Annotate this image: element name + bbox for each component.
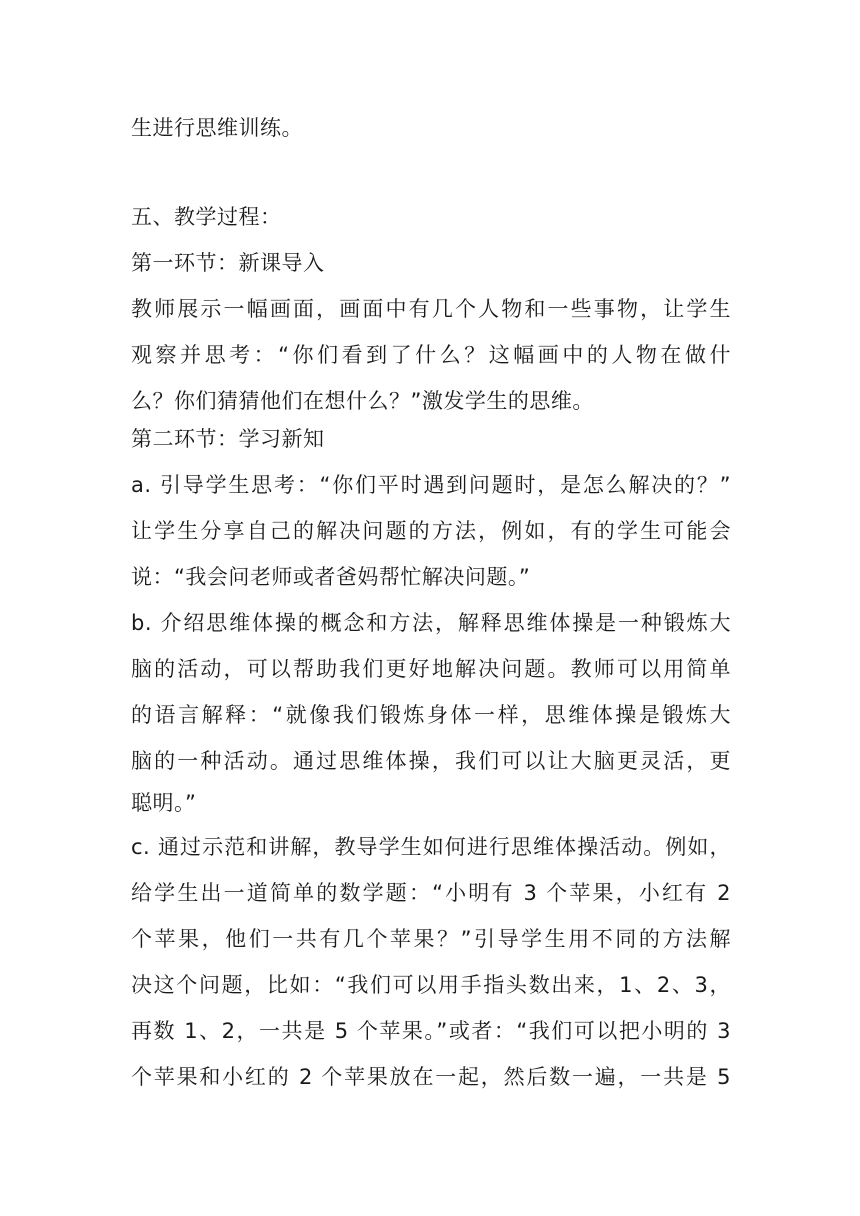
text-line: 决这个问题，比如：“我们可以用手指头数出来，1、2、3， — [131, 973, 731, 997]
text-line: 个苹果和小红的 2 个苹果放在一起，然后数一遍，一共是 5 — [131, 1065, 731, 1089]
text-line: 生进行思维训练。 — [131, 116, 303, 140]
text-line: 的语言解释：“就像我们锻炼身体一样，思维体操是锻炼大 — [131, 703, 731, 727]
subsection-heading: 第一环节：新课导入 — [131, 251, 325, 275]
text-line: 说：“我会问老师或者爸妈帮忙解决问题。” — [131, 565, 531, 589]
text-line: a. 引导学生思考：“你们平时遇到问题时，是怎么解决的？” — [131, 473, 731, 497]
text-line: 观察并思考：“你们看到了什么？这幅画中的人物在做什 — [131, 343, 731, 367]
text-line: 么？你们猜猜他们在想什么？”激发学生的思维。 — [131, 389, 594, 413]
text-line: 让学生分享自己的解决问题的方法，例如，有的学生可能会 — [131, 519, 731, 543]
section-heading: 五、教学过程： — [131, 205, 282, 229]
text-line: 个苹果，他们一共有几个苹果？”引导学生用不同的方法解 — [131, 927, 731, 951]
text-line: 教师展示一幅画面，画面中有几个人物和一些事物，让学生 — [131, 297, 731, 321]
text-line: 给学生出一道简单的数学题：“小明有 3 个苹果，小红有 2 — [131, 881, 731, 905]
text-line: 脑的活动，可以帮助我们更好地解决问题。教师可以用简单 — [131, 657, 731, 681]
subsection-heading: 第二环节：学习新知 — [131, 427, 325, 451]
text-line: 再数 1、2，一共是 5 个苹果。”或者：“我们可以把小明的 3 — [131, 1019, 731, 1043]
text-line: 脑的一种活动。通过思维体操，我们可以让大脑更灵活，更 — [131, 749, 731, 773]
text-line: 聪明。” — [131, 791, 197, 815]
text-line: c. 通过示范和讲解，教导学生如何进行思维体操活动。例如， — [131, 835, 731, 859]
text-line: b. 介绍思维体操的概念和方法，解释思维体操是一种锻炼大 — [131, 611, 731, 635]
